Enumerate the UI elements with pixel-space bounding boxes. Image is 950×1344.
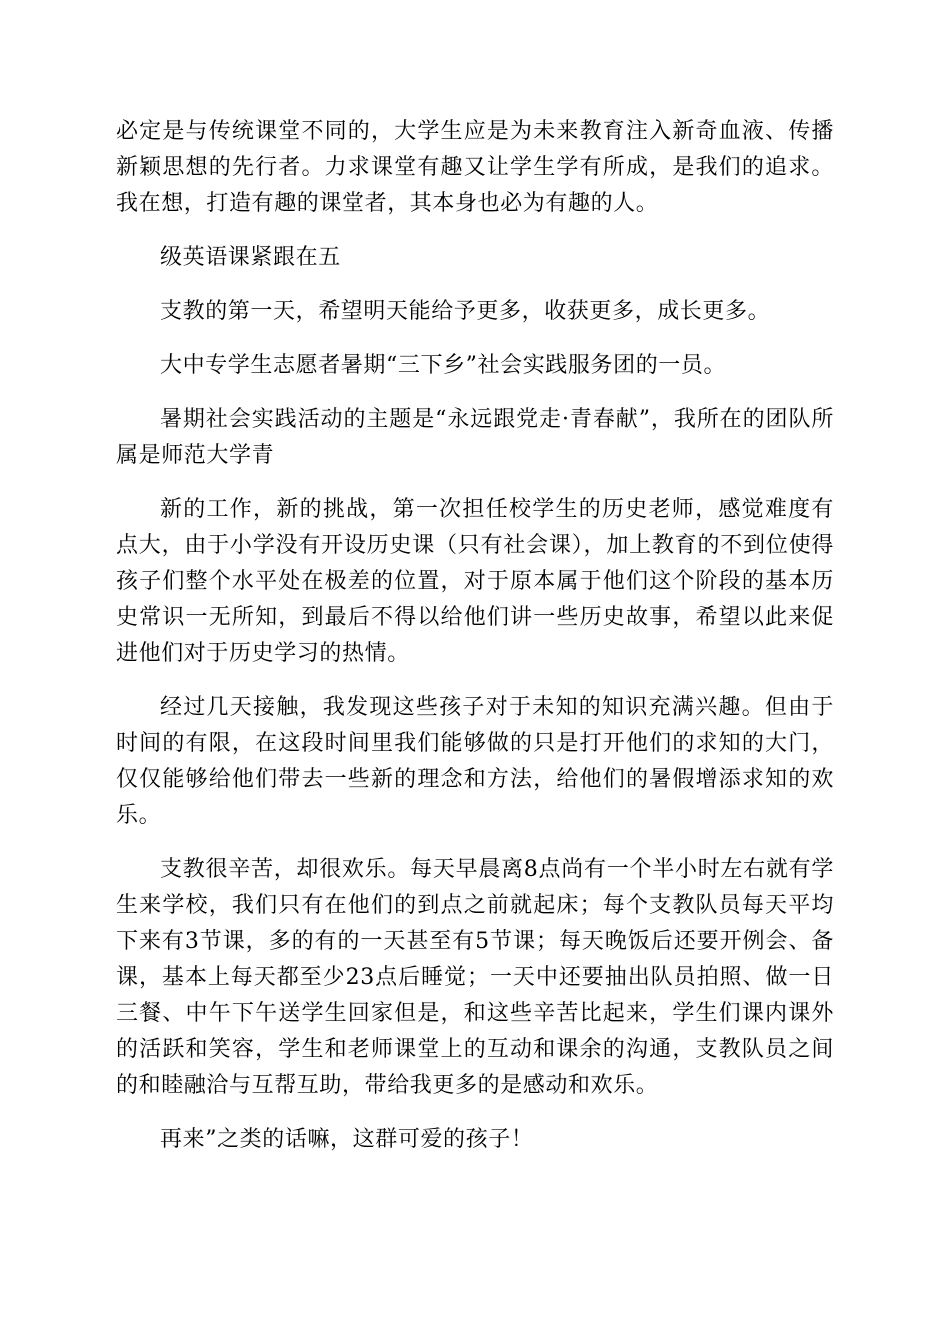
paragraph-7: 经过几天接触，我发现这些孩子对于未知的知识充满兴趣。但由于时间的有限，在这段时间里我们能够做的只是打开他们的求知的大门，仅仅能够给他们带去一些新的理念和方法，给他们的暑假增添求知的欢乐。 <box>116 695 834 828</box>
paragraph-6: 新的工作，新的挑战，第一次担任校学生的历史老师，感觉难度有点大，由于小学没有开设历史课（只有社会课），加上教育的不到位使得孩子们整个水平处在极差的位置，对于原本属于他们这个阶段的基本历史常识一无所知，到最后不得以给他们讲一些历史故事，希望以此来促进他们对于历史学习的热情。 <box>116 497 834 666</box>
paragraph-3: 支教的第一天，希望明天能给予更多，收获更多，成长更多。 <box>160 299 771 324</box>
paragraph-4: 大中专学生志愿者暑期“三下乡”社会实践服务团的一员。 <box>160 353 727 378</box>
paragraph-9: 再来”之类的话嘛，这群可爱的孩子！ <box>160 1127 534 1152</box>
paragraph-8: 支教很辛苦，却很欢乐。每天早晨离8点尚有一个半小时左右就有学生来学校，我们只有在他们的到点之前就起床；每个支教队员每天平均下来有3节课，多的有的一天甚至有5节课；每天晚饭后还要开例会、备课，基本上每天都至少23点后睡觉；一天中还要抽出队员拍照、做一日三餐、中午下午送学生回家但是，和这些辛苦比起来，学生们课内课外的活跃和笑容，学生和老师课堂上的互动和课余的沟通，支教队员之间的和睦融洽与互帮互助，带给我更多的是感动和欢乐。 <box>116 857 834 1098</box>
paragraph-2: 级英语课紧跟在五 <box>160 245 341 270</box>
paragraph-1: 必定是与传统课堂不同的，大学生应是为未来教育注入新奇血液、传播新颖思想的先行者。力求课堂有趣又让学生学有所成，是我们的追求。我在想，打造有趣的课堂者，其本身也必为有趣的人。 <box>116 119 834 216</box>
document-body <box>116 114 834 1176</box>
paragraph-5: 暑期社会实践活动的主题是“永远跟党走·青春献”，我所在的团队所属是师范大学青 <box>116 407 834 468</box>
